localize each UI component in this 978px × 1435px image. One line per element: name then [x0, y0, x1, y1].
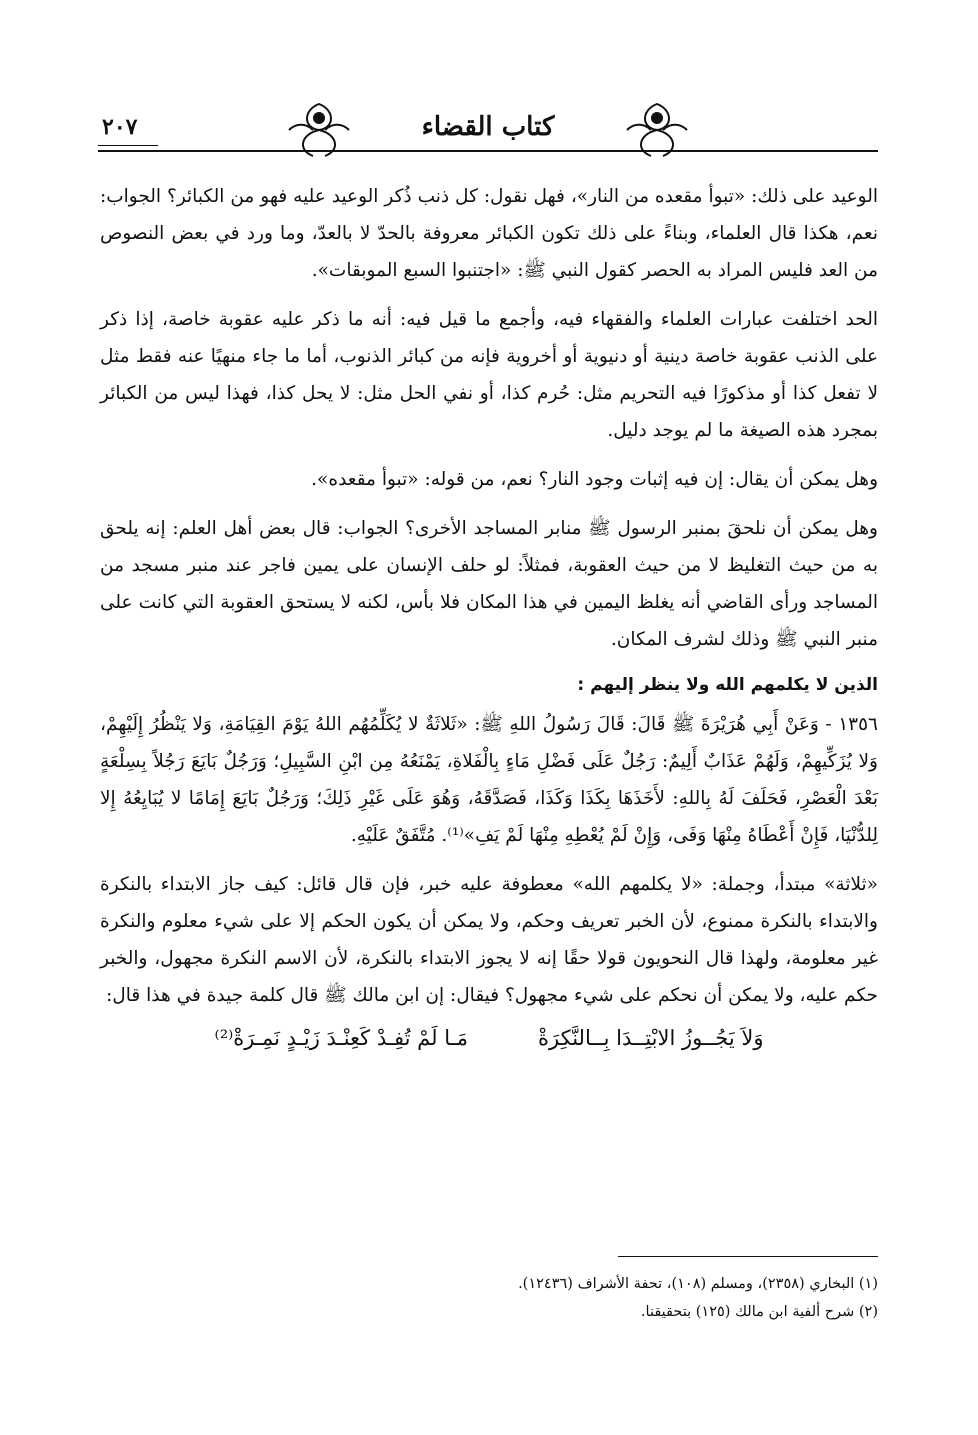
- footnote-2: (٢) شرح ألفية ابن مالك (١٢٥) بتحقيقنا.: [640, 1304, 878, 1320]
- footnote-rule: [618, 1256, 878, 1257]
- paragraph-4: وهل يمكن أن نلحقَ بمنبر الرسول ﷺ منابر المساجد الأخرى؟ الجواب: قال بعض أهل العلم: إنه يلحق به من حيث التغليظ لا من حيث العقوبة، فمثلاً: لو حلف الإنسان على يمين فاجر عند منبر مسجد من المساجد ورأى القاضي أنه يغلظ اليمين في هذا المكان فلا بأس، لكنه لا يستحق العقوبة التي كانت على منبر النبي ﷺ وذلك لشرف المكان.: [100, 518, 878, 650]
- verse-first-hemistich: وَلاَ يَجُــوزُ الابْتِــدَا بِــالنَّكِرَةْ: [538, 1026, 764, 1050]
- paragraph-3: وهل يمكن أن يقال: إن فيه إثبات وجود النار؟ نعم، من قوله: «تبوأ مقعده».: [311, 469, 878, 490]
- page-body: [100, 178, 878, 1050]
- verse-second-hemistich: مَـا لَمْ تُفِـدْ كَعِنْـدَ زَيْـدٍ نَمِـرَةْ⁽²⁾: [214, 1026, 469, 1050]
- chapter-title: كتاب القضاء: [421, 112, 555, 142]
- header-rule: [98, 150, 878, 152]
- page-header: [98, 100, 878, 172]
- footnotes: [100, 1270, 878, 1326]
- header-rule-short: [98, 145, 158, 146]
- hadith-text: ١٣٥٦ - وَعَنْ أَبِي هُرَيْرَةَ ﷺ قَالَ: قَالَ رَسُولُ اللهِ ﷺ: «ثَلاثَةٌ لا يُكَلِّمُهُم اللهُ يَوْمَ القِيَامَةِ، وَلا يَنْظُرُ إِلَيْهِمْ، وَلا يُزَكِّيهِمْ، وَلَهُمْ عَذَابٌ أَلِيمٌ: رَجُلٌ عَلَى فَضْلِ مَاءٍ بِالْفَلاةِ، يَمْنَعُهُ مِن ابْنِ السَّبِيلِ؛ وَرَجُلٌ بَايَعَ رَجُلاً بِسِلْعَةٍ بَعْدَ الْعَصْرِ، فَحَلَفَ لَهُ بِاللهِ: لأَخَذَهَا بِكَذَا وَكَذَا، فَصَدَّقَهُ، وَهُوَ عَلَى غَيْرِ ذَلِكَ؛ وَرَجُلٌ بَايَعَ إِمَامًا لا يُبَايِعُهُ إِلا لِلدُّنْيَا، فَإِنْ أَعْطَاهُ مِنْهَا وَفَى، وَإِنْ لَمْ يُعْطِهِ مِنْهَا لَمْ يَفِ»⁽¹⁾. مُتَّفَقٌ عَلَيْهِ.: [100, 714, 878, 846]
- paragraph-2: الحد اختلفت عبارات العلماء والفقهاء فيه، وأجمع ما قيل فيه: أنه ما ذكر عليه عقوبة خاصة، إذا ذكر على الذنب عقوبة خاصة دينية أو دنيوية أو أخروية فإنه من كبائر الذنوب، أما ما جاء منهيًا عنه فقط مثل لا تفعل كذا أو مذكورًا فيه التحريم مثل: حُرم كذا، أو نفي الحل مثل: لا يحل كذا، فهذا ليس من الكبائر بمجرد هذه الصيغة ما لم يوجد دليل.: [100, 309, 878, 441]
- explanation-paragraph: «ثلاثة» مبتدأ، وجملة: «لا يكلمهم الله» معطوفة عليه خبر، فإن قال قائل: كيف جاز الابتداء بالنكرة والابتداء بالنكرة ممنوع، لأن الخبر تعريف وحكم، ولا يمكن أن يكون الحكم إلا على شيء معلوم والنكرة غير معلومة، ولهذا قال النحويون قولا حقًا إنه لا يجوز الابتداء بالنكرة، لأن الاسم النكرة مجهول، والخبر حكم عليه، ولا يمكن أن نحكم على شيء مجهول؟ فيقال: إن ابن مالك ﷺ قال كلمة جيدة في هذا قال:: [100, 874, 878, 1006]
- section-heading: الذين لا يكلمهم الله ولا ينظر إليهم :: [577, 675, 878, 695]
- poetry-verse: [100, 1026, 878, 1050]
- footnote-1: (١) البخاري (٢٣٥٨)، ومسلم (١٠٨)، تحفة الأشراف (١٢٤٣٦).: [518, 1276, 878, 1292]
- paragraph-1: الوعيد على ذلك: «تبوأ مقعده من النار»، فهل نقول: كل ذنب ذُكر الوعيد عليه فهو من الكبائر؟ الجواب: نعم، هكذا قال العلماء، وبناءً على ذلك تكون الكبائر معروفة بالحدّ لا بالعدّ، وما ورد في بعض النصوص من العد فليس المراد به الحصر كقول النبي ﷺ: «اجتنبوا السبع الموبقات».: [100, 186, 878, 281]
- page-number: ٢٠٧: [102, 114, 138, 140]
